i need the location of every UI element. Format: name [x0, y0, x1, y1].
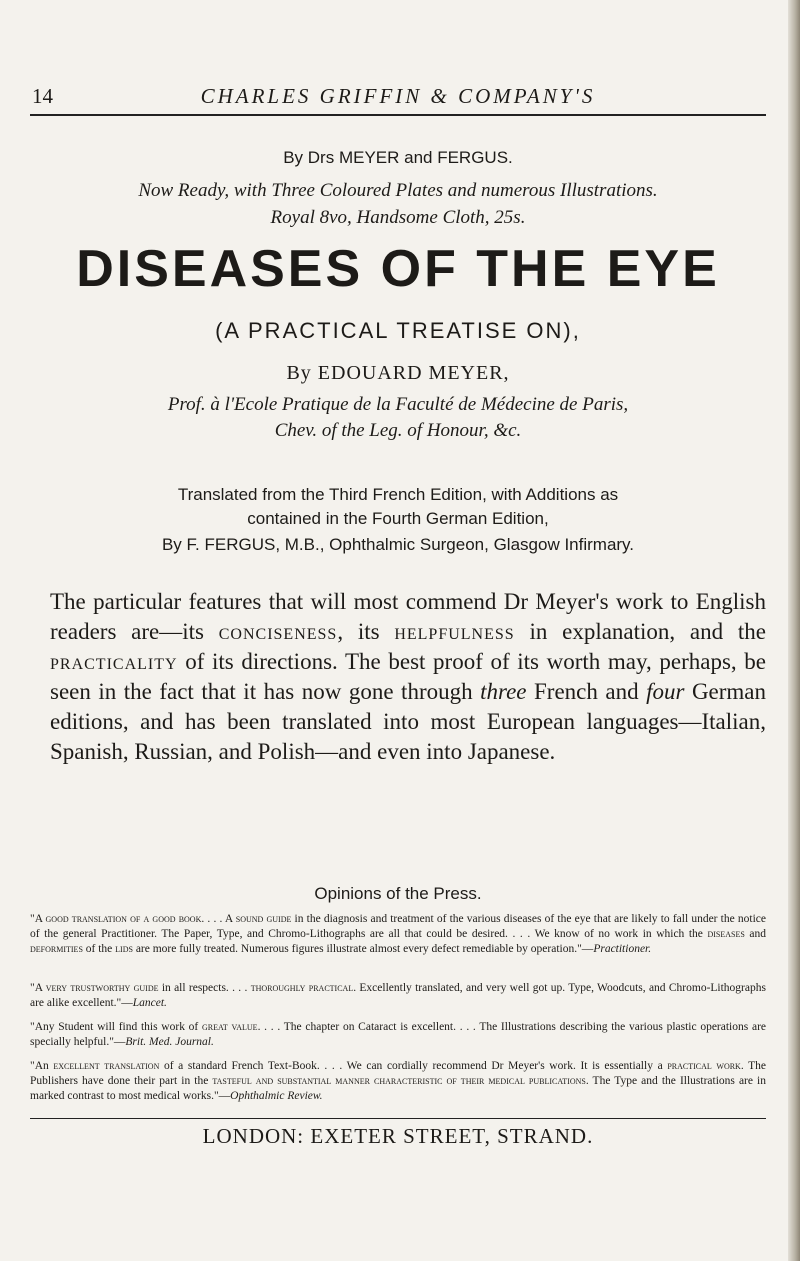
- features-paragraph: [50, 587, 766, 767]
- running-head: CHARLES GRIFFIN & COMPANY'S: [200, 84, 596, 108]
- quote-text: in all respects. . . .: [158, 982, 251, 994]
- features-text-2: , its: [337, 619, 380, 644]
- features-helpfulness: helpfulness: [394, 619, 515, 644]
- quote-text: . . . . The chapter on Cataract is excellent. . . . The Illustrations describing the various plastic operations are specially helpful."—: [30, 1021, 766, 1048]
- quote-text: . The Publishers have done their part in the: [30, 1060, 767, 1087]
- quote-text: . The Type and the Illustrations are in marked contrast to most medical works."—: [30, 1075, 767, 1102]
- features-text-5: French and: [534, 679, 639, 704]
- quote-emphasis: very trustworthy guide: [45, 982, 159, 994]
- quote-text: and: [744, 928, 766, 940]
- ready-line: Now Ready, with Three Coloured Plates and numerous Illustrations.: [138, 180, 658, 201]
- quote-text: "A: [30, 982, 46, 994]
- press-quote-ophthalmic-review: [30, 1059, 766, 1104]
- author-credentials-1: Prof. à l'Ecole Pratique de la Faculté de Médecine de Paris,: [167, 394, 629, 415]
- quote-emphasis: practical work: [667, 1060, 741, 1072]
- opinions-heading: Opinions of the Press.: [314, 884, 482, 903]
- quote-emphasis: excellent translation: [53, 1060, 160, 1072]
- quote-source: Practitioner.: [593, 943, 652, 955]
- quote-text: . . . . A: [201, 913, 236, 925]
- book-title: DISEASES OF THE EYE: [76, 240, 720, 298]
- author-credentials-2: Chev. of the Leg. of Honour, &c.: [274, 420, 522, 441]
- page-edge-shadow: [788, 0, 800, 1261]
- translator-line: By F. FERGUS, M.B., Ophthalmic Surgeon, Glasgow Infirmary.: [161, 535, 635, 554]
- page-number: 14: [32, 84, 53, 108]
- footer-rule: [30, 1118, 766, 1119]
- features-text-1: The particular features that will most commend Dr Meyer's work to English readers are—its: [50, 589, 766, 644]
- quote-text: of a standard French Text-Book. . . . We can cordially recommend Dr Meyer's work. It is essentially a: [159, 1060, 668, 1072]
- quote-emphasis: tasteful and substantial manner characteristic of their medical publications: [212, 1075, 586, 1087]
- quote-text: are more fully treated. Numerous figures illustrate almost every defect remediable by operation."—: [132, 943, 594, 955]
- quote-text: of the: [82, 943, 116, 955]
- quote-text: "An: [30, 1060, 54, 1072]
- features-three: three: [480, 679, 527, 704]
- book-subtitle: (A PRACTICAL TREATISE ON),: [215, 318, 581, 343]
- quote-emphasis: sound guide: [235, 913, 292, 925]
- press-quote-practitioner: [30, 912, 766, 957]
- quote-emphasis: great value: [201, 1021, 258, 1033]
- format-line: Royal 8vo, Handsome Cloth, 25s.: [270, 207, 526, 228]
- press-quote-bmj: [30, 1020, 766, 1050]
- quote-emphasis: deformities: [30, 943, 83, 955]
- publisher-imprint: LONDON: EXETER STREET, STRAND.: [202, 1124, 594, 1148]
- features-practicality: practicality: [50, 649, 178, 674]
- features-text-4: of its directions. The best proof of its worth may, perhaps, be seen in the fact that it has now gone through: [50, 649, 766, 704]
- quote-source: Brit. Med. Journal.: [125, 1036, 214, 1048]
- quote-text: in the diagnosis and treatment of the various diseases of the eye that are likely to fall under the notice of the general Practitioner. The Paper, Type, and Chromo-Lithographs are all that could be desired. . . . We know of no work in which the: [30, 913, 766, 940]
- quote-emphasis: thoroughly practical: [250, 982, 354, 994]
- quote-emphasis: good translation of a good book: [45, 913, 202, 925]
- author-line: By EDOUARD MEYER,: [286, 362, 510, 384]
- translation-note-line-2: contained in the Fourth German Edition,: [247, 509, 549, 528]
- quote-text: "A: [30, 913, 46, 925]
- header-rule: [30, 114, 766, 116]
- quote-source: Lancet.: [132, 997, 167, 1009]
- quote-emphasis: diseases: [707, 928, 745, 940]
- quote-text: . Excellently translated, and very well got up. Type, Woodcuts, and Chromo-Lithographs are alike excellent."—: [30, 982, 766, 1009]
- features-text-3: in explanation, and the: [529, 619, 766, 644]
- page-header: [30, 84, 766, 114]
- translation-note: [30, 483, 766, 531]
- quote-text: "Any Student will find this work of: [30, 1021, 202, 1033]
- quote-source: Ophthalmic Review.: [230, 1090, 323, 1102]
- quote-emphasis: lids: [115, 943, 133, 955]
- features-conciseness: conciseness: [218, 619, 338, 644]
- translation-note-line-1: Translated from the Third French Edition, with Additions as: [177, 485, 619, 504]
- byline: By Drs MEYER and FERGUS.: [283, 148, 513, 167]
- press-quote-lancet: [30, 981, 766, 1011]
- features-text-6: German editions, and has been translated into most European languages—Italian, Spanish, Russian, and Polish—and even into Japanese.: [50, 679, 767, 764]
- features-four: four: [646, 679, 685, 704]
